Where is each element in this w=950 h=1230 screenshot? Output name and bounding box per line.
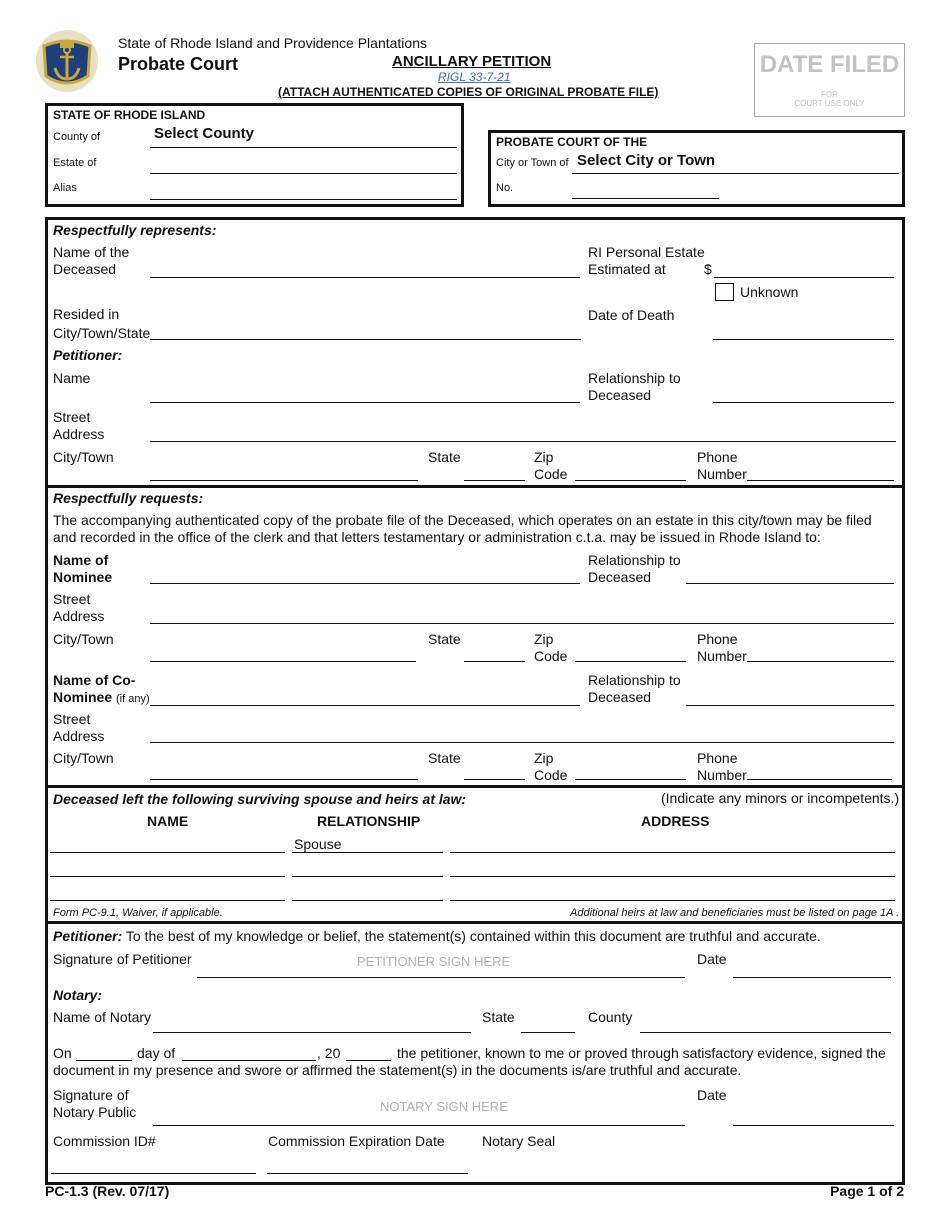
date-filed-box xyxy=(754,43,905,117)
alias-label: Alias xyxy=(53,182,77,194)
form-id: PC-1.3 (Rev. 07/17) xyxy=(45,1183,170,1199)
co-nominee-label-1: Name of Co- xyxy=(53,672,136,688)
petitioner-city-field[interactable] xyxy=(150,462,418,480)
nominee-zip-field[interactable] xyxy=(575,643,686,661)
notary-date-label: Date xyxy=(697,1087,727,1103)
estate-label: Estate of xyxy=(53,157,97,169)
heir-1-address-field[interactable] xyxy=(450,834,895,852)
petitioner-signature-label: Signature of Petitioner xyxy=(53,951,192,967)
resided-label-1: Resided in xyxy=(53,306,120,322)
city-select[interactable]: Select City or Town xyxy=(577,152,716,169)
petitioner-name-field[interactable] xyxy=(150,384,580,402)
nominee-state-field[interactable] xyxy=(464,643,525,661)
col-address-header: ADDRESS xyxy=(641,813,710,829)
heir-3-address-field[interactable] xyxy=(450,882,895,900)
notary-signature-label-2: Notary Public xyxy=(53,1104,137,1120)
ri-estate-label-1: RI Personal Estate xyxy=(588,244,705,260)
alias-field[interactable] xyxy=(150,181,457,199)
petitioner-street-label-1: Street xyxy=(53,409,91,425)
co-nominee-name-field[interactable] xyxy=(150,687,580,705)
heir-2-address-field[interactable] xyxy=(450,858,895,876)
requests-paragraph-2: and recorded in the office of the clerk and that letters testamentary or administration c.t.a. may be issued in Rhode Island to: xyxy=(53,529,821,545)
case-no-field[interactable] xyxy=(572,179,719,197)
petitioner-statement-text: To the best of my knowledge or belief, the statement(s) contained within this document are truthful and accurate. xyxy=(125,928,821,944)
county-select[interactable]: Select County xyxy=(154,125,255,142)
unknown-label: Unknown xyxy=(740,284,799,300)
col-relationship-header: RELATIONSHIP xyxy=(317,813,421,829)
petitioner-date-field[interactable] xyxy=(733,959,891,977)
petitioner-state-label: State xyxy=(428,449,461,465)
notary-text-2: document in my presence and swore or affirmed the statement(s) in the documents is/are truthful and accurate. xyxy=(53,1062,742,1078)
deceased-name-label-2: Deceased xyxy=(53,261,117,277)
anchor-icon xyxy=(34,28,100,94)
notary-county-label: County xyxy=(588,1009,633,1025)
co-nominee-relationship-field[interactable] xyxy=(686,687,894,705)
if-any-note: (if any) xyxy=(116,693,150,705)
heir-2-name-field[interactable] xyxy=(50,858,285,876)
petitioner-street-field[interactable] xyxy=(150,423,896,441)
court-use-only: COURT USE ONLY xyxy=(794,99,865,108)
col-name-header: NAME xyxy=(147,813,189,829)
date-of-death-label: Date of Death xyxy=(588,307,675,323)
heir-2-relationship-field[interactable] xyxy=(292,858,443,876)
nominee-phone-label-2: Number xyxy=(697,648,747,664)
co-nominee-relationship-label-2: Deceased xyxy=(588,689,652,705)
co-nominee-city-label: City/Town xyxy=(53,750,114,766)
commission-id-label: Commission ID# xyxy=(53,1133,156,1149)
notary-heading: Notary: xyxy=(53,987,103,1003)
petitioner-zip-field[interactable] xyxy=(575,462,686,480)
state-seal xyxy=(34,28,100,94)
notary-state-label: State xyxy=(482,1009,515,1025)
co-nominee-city-field[interactable] xyxy=(150,761,418,779)
deceased-name-label-1: Name of the xyxy=(53,244,130,260)
notary-signature-label-1: Signature of xyxy=(53,1087,129,1103)
resided-field[interactable] xyxy=(150,322,581,340)
petitioner-phone-label-2: Number xyxy=(697,466,747,482)
co-nominee-street-label-1: Street xyxy=(53,711,91,727)
petitioner-relationship-field[interactable] xyxy=(713,384,894,402)
estate-field[interactable] xyxy=(150,155,457,173)
notary-sign-placeholder[interactable]: NOTARY SIGN HERE xyxy=(380,1099,508,1114)
estimated-value-field[interactable] xyxy=(714,259,894,277)
petitioner-relationship-label-1: Relationship to xyxy=(588,370,681,386)
notary-date-field[interactable] xyxy=(733,1107,894,1125)
resided-label-2: City/Town/State xyxy=(53,325,151,341)
petitioner-phone-label-1: Phone xyxy=(697,449,738,465)
page-number: Page 1 of 2 xyxy=(830,1183,904,1199)
petitioner-name-label: Name xyxy=(53,370,91,386)
heirs-indicate-note: (Indicate any minors or incompetents.) xyxy=(661,790,900,806)
notary-on-label: On xyxy=(53,1045,72,1061)
commission-expiration-label: Commission Expiration Date xyxy=(268,1133,445,1149)
dollar-sign: $ xyxy=(704,261,712,277)
petitioner-street-label-2: Address xyxy=(53,426,105,442)
deceased-name-field[interactable] xyxy=(150,259,580,277)
county-label: County of xyxy=(53,131,101,143)
petitioner-statement xyxy=(53,928,821,945)
heir-1-name-field[interactable] xyxy=(50,834,285,852)
notary-name-field[interactable] xyxy=(153,1014,471,1032)
notary-text-1: the petitioner, known to me or proved through satisfactory evidence, signed the xyxy=(397,1045,886,1061)
co-nominee-zip-label-2: Code xyxy=(534,767,568,783)
co-nominee-zip-label-1: Zip xyxy=(534,750,554,766)
co-nominee-relationship-label-1: Relationship to xyxy=(588,672,681,688)
no-label: No. xyxy=(496,182,514,194)
unknown-checkbox[interactable] xyxy=(715,283,734,301)
co-nominee-phone-label-2: Number xyxy=(697,767,747,783)
co-nominee-phone-label-1: Phone xyxy=(697,750,738,766)
date-filed-label: DATE FILED xyxy=(759,51,900,78)
state-heading: STATE OF RHODE ISLAND xyxy=(53,108,206,122)
nominee-label-2: Nominee xyxy=(53,569,113,585)
statute-link[interactable]: RIGL 33-7-21 xyxy=(438,70,511,84)
court-name: Probate Court xyxy=(118,54,239,74)
court-use-for: FOR xyxy=(821,90,838,99)
notary-day-of-label: day of xyxy=(137,1045,176,1061)
nominee-relationship-field[interactable] xyxy=(686,565,894,583)
court-heading: PROBATE COURT OF THE xyxy=(496,135,648,149)
co-nominee-street-field[interactable] xyxy=(150,724,894,742)
petitioner-statement-label: Petitioner: xyxy=(53,928,123,944)
petitioner-heading: Petitioner: xyxy=(53,347,123,363)
city-label: City or Town of xyxy=(496,157,569,169)
nominee-label-1: Name of xyxy=(53,552,109,568)
notary-seal-label: Notary Seal xyxy=(482,1133,556,1149)
heirs-heading: Deceased left the following surviving spouse and heirs at law: xyxy=(53,791,467,807)
nominee-city-field[interactable] xyxy=(150,643,416,661)
co-nominee-word: Nominee xyxy=(53,689,113,705)
co-nominee-phone-field[interactable] xyxy=(747,761,892,779)
nominee-phone-field[interactable] xyxy=(747,643,894,661)
petitioner-state-field[interactable] xyxy=(464,462,525,480)
notary-year-prefix: , 20 xyxy=(317,1045,341,1061)
nominee-state-label: State xyxy=(428,631,461,647)
notary-day-field[interactable] xyxy=(76,1043,132,1061)
petitioner-zip-label-1: Zip xyxy=(534,449,554,465)
state-full-name: State of Rhode Island and Providence Plantations xyxy=(118,35,427,51)
waiver-note: Form PC-9.1, Waiver, if applicable. xyxy=(53,907,223,919)
petitioner-date-label: Date xyxy=(697,951,727,967)
nominee-name-field[interactable] xyxy=(150,565,580,583)
notary-county-field[interactable] xyxy=(640,1014,891,1032)
date-of-death-field[interactable] xyxy=(713,321,894,339)
represents-heading: Respectfully represents: xyxy=(53,222,217,238)
requests-paragraph-1: The accompanying authenticated copy of the probate file of the Deceased, which operates on an estate in this city/town may be filed xyxy=(53,512,872,528)
notary-name-label: Name of Notary xyxy=(53,1009,152,1025)
requests-heading: Respectfully requests: xyxy=(53,490,204,506)
nominee-zip-label-2: Code xyxy=(534,648,568,664)
nominee-city-label: City/Town xyxy=(53,631,114,647)
petitioner-relationship-label-2: Deceased xyxy=(588,387,652,403)
co-nominee-label-2 xyxy=(53,689,150,708)
heir-3-name-field[interactable] xyxy=(50,882,285,900)
notary-year-field[interactable] xyxy=(346,1043,391,1061)
nominee-street-field[interactable] xyxy=(150,605,894,623)
petitioner-city-label: City/Town xyxy=(53,449,114,465)
attach-note: (ATTACH AUTHENTICATED COPIES OF ORIGINAL PROBATE FILE) xyxy=(278,85,659,99)
nominee-relationship-label-1: Relationship to xyxy=(588,552,681,568)
co-nominee-state-field[interactable] xyxy=(464,761,525,779)
nominee-street-label-1: Street xyxy=(53,591,91,607)
notary-state-field[interactable] xyxy=(521,1014,575,1032)
nominee-relationship-label-2: Deceased xyxy=(588,569,652,585)
nominee-phone-label-1: Phone xyxy=(697,631,738,647)
commission-id-field[interactable] xyxy=(51,1155,256,1173)
nominee-zip-label-1: Zip xyxy=(534,631,554,647)
spouse-label: Spouse xyxy=(294,836,342,852)
heir-3-relationship-field[interactable] xyxy=(292,882,443,900)
nominee-street-label-2: Address xyxy=(53,608,105,624)
co-nominee-state-label: State xyxy=(428,750,461,766)
co-nominee-zip-field[interactable] xyxy=(575,761,686,779)
petitioner-sign-placeholder[interactable]: PETITIONER SIGN HERE xyxy=(357,954,511,969)
additional-heirs-note: Additional heirs at law and beneficiaries must be listed on page 1A . xyxy=(570,907,900,919)
co-nominee-street-label-2: Address xyxy=(53,728,105,744)
form-title: ANCILLARY PETITION xyxy=(392,53,552,70)
petitioner-zip-label-2: Code xyxy=(534,466,568,482)
commission-expiration-field[interactable] xyxy=(267,1155,468,1173)
ri-estate-label-2: Estimated at xyxy=(588,261,666,277)
notary-month-field[interactable] xyxy=(182,1043,316,1061)
petitioner-phone-field[interactable] xyxy=(747,462,894,480)
